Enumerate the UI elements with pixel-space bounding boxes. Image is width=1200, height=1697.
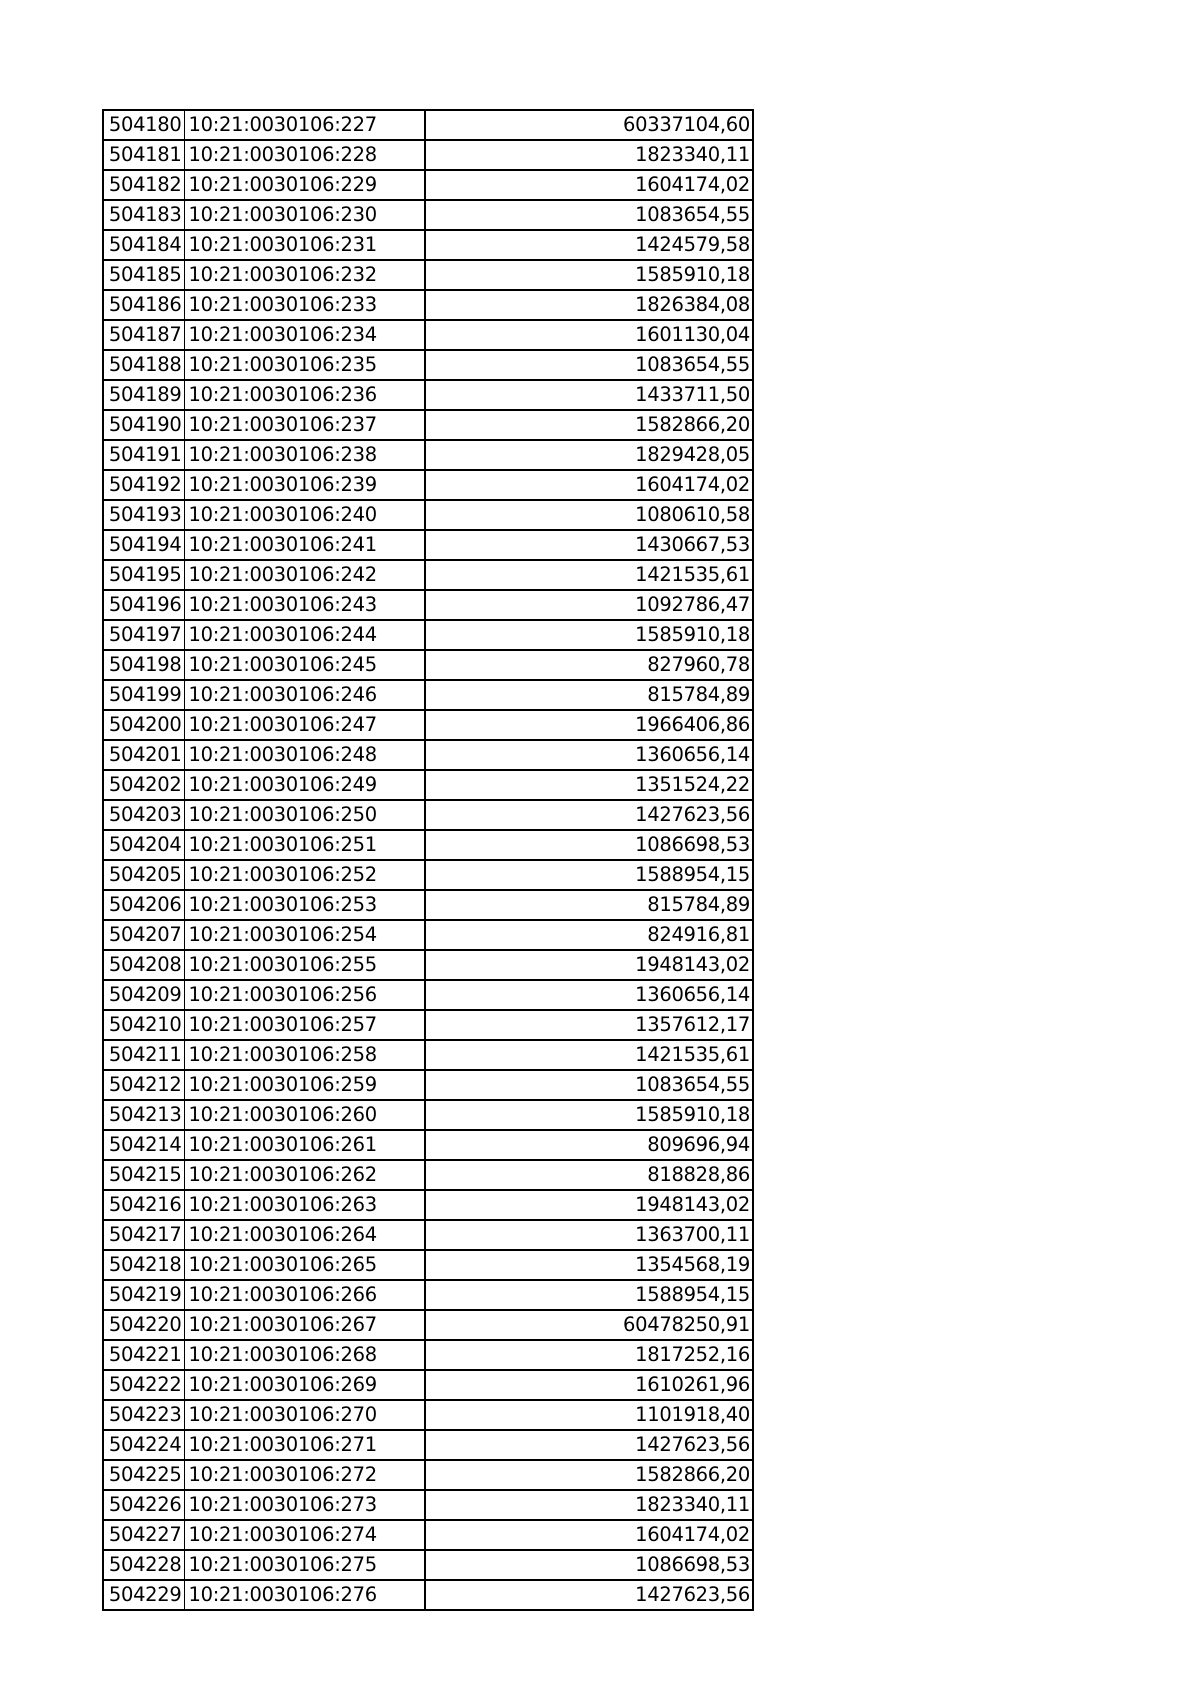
- row-id-cell: 504224: [103, 1430, 184, 1460]
- amount-cell: 1427623,56: [425, 1430, 753, 1460]
- amount-cell: 60478250,91: [425, 1310, 753, 1340]
- amount-cell: 809696,94: [425, 1130, 753, 1160]
- cadastral-number-cell: 10:21:0030106:255: [184, 950, 425, 980]
- table-row: [103, 440, 753, 470]
- cadastral-number-cell: 10:21:0030106:250: [184, 800, 425, 830]
- table-row: [103, 350, 753, 380]
- amount-cell: 1083654,55: [425, 1070, 753, 1100]
- amount-cell: 1604174,02: [425, 470, 753, 500]
- row-id-cell: 504207: [103, 920, 184, 950]
- cadastral-number-cell: 10:21:0030106:242: [184, 560, 425, 590]
- cadastral-number-cell: 10:21:0030106:275: [184, 1550, 425, 1580]
- table-row: [103, 1460, 753, 1490]
- table-row: [103, 830, 753, 860]
- cadastral-number-cell: 10:21:0030106:248: [184, 740, 425, 770]
- table-row: [103, 410, 753, 440]
- row-id-cell: 504180: [103, 110, 184, 140]
- table-row: [103, 1580, 753, 1610]
- amount-cell: 1354568,19: [425, 1250, 753, 1280]
- table-row: [103, 260, 753, 290]
- cadastral-number-cell: 10:21:0030106:232: [184, 260, 425, 290]
- amount-cell: 1092786,47: [425, 590, 753, 620]
- cadastral-number-cell: 10:21:0030106:273: [184, 1490, 425, 1520]
- row-id-cell: 504208: [103, 950, 184, 980]
- cadastral-number-cell: 10:21:0030106:238: [184, 440, 425, 470]
- cadastral-number-cell: 10:21:0030106:251: [184, 830, 425, 860]
- row-id-cell: 504191: [103, 440, 184, 470]
- table-row: [103, 740, 753, 770]
- amount-cell: 1582866,20: [425, 1460, 753, 1490]
- table-row: [103, 650, 753, 680]
- data-table: [102, 109, 754, 1611]
- cadastral-number-cell: 10:21:0030106:240: [184, 500, 425, 530]
- table-row: [103, 560, 753, 590]
- amount-cell: 1080610,58: [425, 500, 753, 530]
- amount-cell: 1601130,04: [425, 320, 753, 350]
- row-id-cell: 504195: [103, 560, 184, 590]
- row-id-cell: 504185: [103, 260, 184, 290]
- amount-cell: 1585910,18: [425, 620, 753, 650]
- amount-cell: 1086698,53: [425, 830, 753, 860]
- amount-cell: 1823340,11: [425, 1490, 753, 1520]
- cadastral-number-cell: 10:21:0030106:233: [184, 290, 425, 320]
- amount-cell: 1421535,61: [425, 560, 753, 590]
- cadastral-number-cell: 10:21:0030106:239: [184, 470, 425, 500]
- table-row: [103, 1340, 753, 1370]
- row-id-cell: 504197: [103, 620, 184, 650]
- cadastral-number-cell: 10:21:0030106:269: [184, 1370, 425, 1400]
- amount-cell: 815784,89: [425, 680, 753, 710]
- amount-cell: 824916,81: [425, 920, 753, 950]
- cadastral-number-cell: 10:21:0030106:252: [184, 860, 425, 890]
- row-id-cell: 504219: [103, 1280, 184, 1310]
- cadastral-number-cell: 10:21:0030106:241: [184, 530, 425, 560]
- row-id-cell: 504193: [103, 500, 184, 530]
- row-id-cell: 504190: [103, 410, 184, 440]
- table-row: [103, 890, 753, 920]
- cadastral-number-cell: 10:21:0030106:267: [184, 1310, 425, 1340]
- row-id-cell: 504221: [103, 1340, 184, 1370]
- cadastral-number-cell: 10:21:0030106:253: [184, 890, 425, 920]
- row-id-cell: 504214: [103, 1130, 184, 1160]
- table-row: [103, 1550, 753, 1580]
- row-id-cell: 504202: [103, 770, 184, 800]
- row-id-cell: 504187: [103, 320, 184, 350]
- cadastral-number-cell: 10:21:0030106:247: [184, 710, 425, 740]
- table-row: [103, 1400, 753, 1430]
- amount-cell: 1948143,02: [425, 950, 753, 980]
- cadastral-number-cell: 10:21:0030106:244: [184, 620, 425, 650]
- row-id-cell: 504225: [103, 1460, 184, 1490]
- table-row: [103, 860, 753, 890]
- table-row: [103, 170, 753, 200]
- table-row: [103, 1220, 753, 1250]
- cadastral-number-cell: 10:21:0030106:245: [184, 650, 425, 680]
- cadastral-number-cell: 10:21:0030106:230: [184, 200, 425, 230]
- table-row: [103, 980, 753, 1010]
- amount-cell: 1823340,11: [425, 140, 753, 170]
- amount-cell: 1433711,50: [425, 380, 753, 410]
- table-row: [103, 1190, 753, 1220]
- table-row: [103, 800, 753, 830]
- amount-cell: 818828,86: [425, 1160, 753, 1190]
- cadastral-number-cell: 10:21:0030106:270: [184, 1400, 425, 1430]
- cadastral-number-cell: 10:21:0030106:231: [184, 230, 425, 260]
- cadastral-number-cell: 10:21:0030106:246: [184, 680, 425, 710]
- table-row: [103, 920, 753, 950]
- amount-cell: 1351524,22: [425, 770, 753, 800]
- amount-cell: 1430667,53: [425, 530, 753, 560]
- table-row: [103, 200, 753, 230]
- amount-cell: 1582866,20: [425, 410, 753, 440]
- table-row: [103, 1100, 753, 1130]
- row-id-cell: 504218: [103, 1250, 184, 1280]
- amount-cell: 1083654,55: [425, 350, 753, 380]
- amount-cell: 1604174,02: [425, 1520, 753, 1550]
- document-page: [102, 109, 754, 1611]
- cadastral-number-cell: 10:21:0030106:234: [184, 320, 425, 350]
- cadastral-number-cell: 10:21:0030106:249: [184, 770, 425, 800]
- row-id-cell: 504199: [103, 680, 184, 710]
- cadastral-number-cell: 10:21:0030106:274: [184, 1520, 425, 1550]
- table-row: [103, 1250, 753, 1280]
- row-id-cell: 504183: [103, 200, 184, 230]
- amount-cell: 1826384,08: [425, 290, 753, 320]
- table-row: [103, 140, 753, 170]
- cadastral-number-cell: 10:21:0030106:272: [184, 1460, 425, 1490]
- amount-cell: 1829428,05: [425, 440, 753, 470]
- table-row: [103, 1520, 753, 1550]
- cadastral-number-cell: 10:21:0030106:276: [184, 1580, 425, 1610]
- row-id-cell: 504226: [103, 1490, 184, 1520]
- table-row: [103, 710, 753, 740]
- cadastral-number-cell: 10:21:0030106:266: [184, 1280, 425, 1310]
- amount-cell: 1966406,86: [425, 710, 753, 740]
- table-row: [103, 950, 753, 980]
- amount-cell: 1360656,14: [425, 740, 753, 770]
- row-id-cell: 504222: [103, 1370, 184, 1400]
- cadastral-number-cell: 10:21:0030106:257: [184, 1010, 425, 1040]
- table-row: [103, 470, 753, 500]
- row-id-cell: 504204: [103, 830, 184, 860]
- table-row: [103, 1430, 753, 1460]
- cadastral-number-cell: 10:21:0030106:265: [184, 1250, 425, 1280]
- row-id-cell: 504198: [103, 650, 184, 680]
- cadastral-number-cell: 10:21:0030106:258: [184, 1040, 425, 1070]
- table-row: [103, 1160, 753, 1190]
- table-row: [103, 1070, 753, 1100]
- row-id-cell: 504215: [103, 1160, 184, 1190]
- row-id-cell: 504229: [103, 1580, 184, 1610]
- amount-cell: 1948143,02: [425, 1190, 753, 1220]
- amount-cell: 1360656,14: [425, 980, 753, 1010]
- table-row: [103, 1310, 753, 1340]
- table-row: [103, 380, 753, 410]
- row-id-cell: 504206: [103, 890, 184, 920]
- row-id-cell: 504182: [103, 170, 184, 200]
- amount-cell: 1421535,61: [425, 1040, 753, 1070]
- row-id-cell: 504194: [103, 530, 184, 560]
- row-id-cell: 504211: [103, 1040, 184, 1070]
- amount-cell: 60337104,60: [425, 110, 753, 140]
- row-id-cell: 504220: [103, 1310, 184, 1340]
- cadastral-number-cell: 10:21:0030106:236: [184, 380, 425, 410]
- cadastral-number-cell: 10:21:0030106:260: [184, 1100, 425, 1130]
- row-id-cell: 504227: [103, 1520, 184, 1550]
- amount-cell: 1585910,18: [425, 1100, 753, 1130]
- row-id-cell: 504228: [103, 1550, 184, 1580]
- row-id-cell: 504205: [103, 860, 184, 890]
- table-row: [103, 1010, 753, 1040]
- table-row: [103, 1370, 753, 1400]
- row-id-cell: 504192: [103, 470, 184, 500]
- row-id-cell: 504184: [103, 230, 184, 260]
- table-row: [103, 1040, 753, 1070]
- table-row: [103, 1490, 753, 1520]
- cadastral-number-cell: 10:21:0030106:243: [184, 590, 425, 620]
- table-row: [103, 590, 753, 620]
- table-row: [103, 290, 753, 320]
- cadastral-number-cell: 10:21:0030106:254: [184, 920, 425, 950]
- amount-cell: 1427623,56: [425, 1580, 753, 1610]
- table-row: [103, 770, 753, 800]
- cadastral-number-cell: 10:21:0030106:259: [184, 1070, 425, 1100]
- cadastral-number-cell: 10:21:0030106:262: [184, 1160, 425, 1190]
- amount-cell: 1363700,11: [425, 1220, 753, 1250]
- cadastral-number-cell: 10:21:0030106:256: [184, 980, 425, 1010]
- amount-cell: 1817252,16: [425, 1340, 753, 1370]
- row-id-cell: 504200: [103, 710, 184, 740]
- table-body: [103, 110, 753, 1610]
- cadastral-number-cell: 10:21:0030106:263: [184, 1190, 425, 1220]
- table-row: [103, 500, 753, 530]
- cadastral-number-cell: 10:21:0030106:237: [184, 410, 425, 440]
- table-row: [103, 320, 753, 350]
- cadastral-number-cell: 10:21:0030106:235: [184, 350, 425, 380]
- amount-cell: 1086698,53: [425, 1550, 753, 1580]
- table-row: [103, 680, 753, 710]
- amount-cell: 1588954,15: [425, 860, 753, 890]
- cadastral-number-cell: 10:21:0030106:268: [184, 1340, 425, 1370]
- cadastral-number-cell: 10:21:0030106:229: [184, 170, 425, 200]
- table-row: [103, 230, 753, 260]
- amount-cell: 1083654,55: [425, 200, 753, 230]
- row-id-cell: 504186: [103, 290, 184, 320]
- amount-cell: 1604174,02: [425, 170, 753, 200]
- row-id-cell: 504203: [103, 800, 184, 830]
- row-id-cell: 504223: [103, 1400, 184, 1430]
- amount-cell: 815784,89: [425, 890, 753, 920]
- amount-cell: 1585910,18: [425, 260, 753, 290]
- table-row: [103, 1280, 753, 1310]
- amount-cell: 827960,78: [425, 650, 753, 680]
- row-id-cell: 504196: [103, 590, 184, 620]
- table-row: [103, 110, 753, 140]
- row-id-cell: 504181: [103, 140, 184, 170]
- row-id-cell: 504189: [103, 380, 184, 410]
- amount-cell: 1610261,96: [425, 1370, 753, 1400]
- table-row: [103, 530, 753, 560]
- cadastral-number-cell: 10:21:0030106:228: [184, 140, 425, 170]
- cadastral-number-cell: 10:21:0030106:271: [184, 1430, 425, 1460]
- cadastral-number-cell: 10:21:0030106:261: [184, 1130, 425, 1160]
- row-id-cell: 504201: [103, 740, 184, 770]
- cadastral-number-cell: 10:21:0030106:227: [184, 110, 425, 140]
- amount-cell: 1424579,58: [425, 230, 753, 260]
- amount-cell: 1588954,15: [425, 1280, 753, 1310]
- amount-cell: 1357612,17: [425, 1010, 753, 1040]
- row-id-cell: 504217: [103, 1220, 184, 1250]
- row-id-cell: 504213: [103, 1100, 184, 1130]
- table-row: [103, 620, 753, 650]
- row-id-cell: 504212: [103, 1070, 184, 1100]
- table-row: [103, 1130, 753, 1160]
- amount-cell: 1427623,56: [425, 800, 753, 830]
- amount-cell: 1101918,40: [425, 1400, 753, 1430]
- row-id-cell: 504188: [103, 350, 184, 380]
- cadastral-number-cell: 10:21:0030106:264: [184, 1220, 425, 1250]
- row-id-cell: 504209: [103, 980, 184, 1010]
- row-id-cell: 504216: [103, 1190, 184, 1220]
- row-id-cell: 504210: [103, 1010, 184, 1040]
